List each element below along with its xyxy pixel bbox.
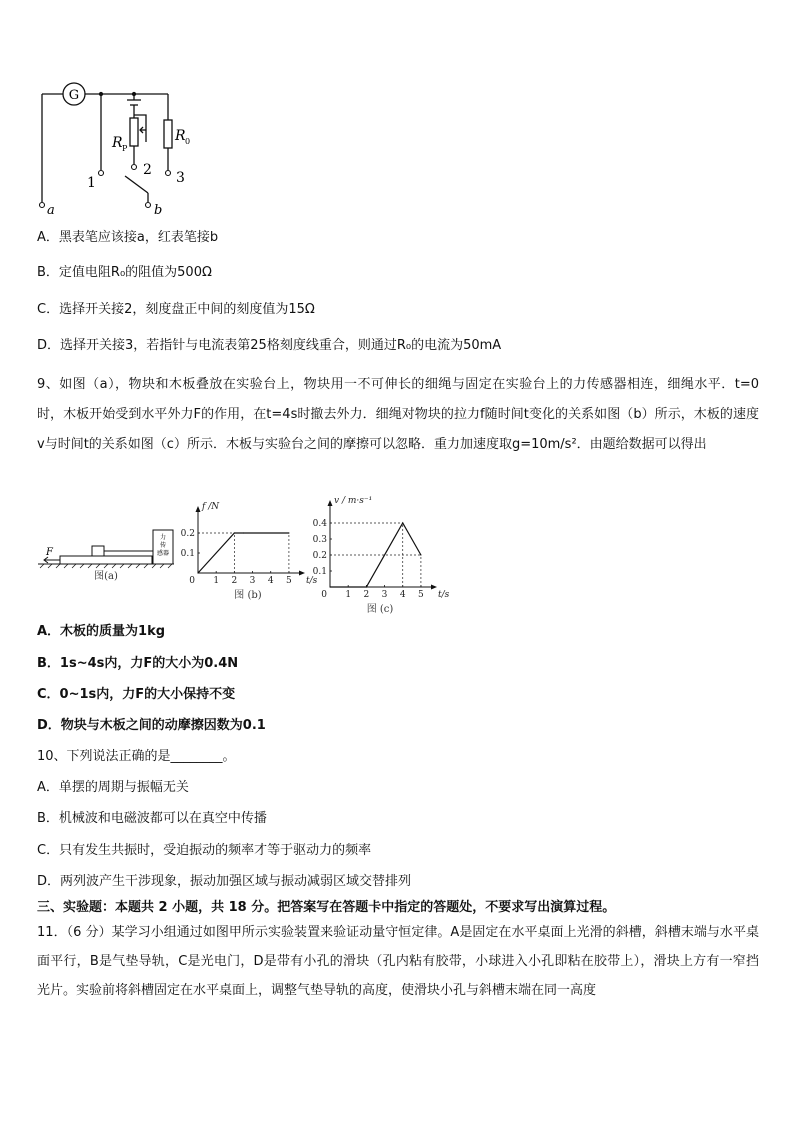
x-axis-label: t/s	[438, 590, 450, 600]
x-tick-label: 1	[345, 590, 352, 600]
q8-option-a: A．黑表笔应该接a，红表笔接b	[37, 230, 219, 245]
q9-option-a: A．木板的质量为1kg	[37, 624, 166, 639]
data-point	[234, 532, 235, 533]
force-label: F	[46, 547, 53, 558]
figure-a-setup	[36, 524, 176, 586]
x-tick-label: 5	[286, 576, 292, 586]
y-tick-label: 0.4	[312, 519, 327, 529]
data-point	[402, 522, 403, 523]
y-tick-label: 0.1	[312, 567, 327, 577]
q8-option-b: B．定值电阻R₀的阻值为500Ω	[37, 265, 212, 280]
section-3-heading: 三、实验题：本题共 2 小题，共 18 分。把答案写在答题卡中指定的答题处，不要求写出演算过程。	[37, 900, 616, 915]
terminal-a-node	[40, 203, 45, 208]
q10-option-a: A．单摆的周期与振幅无关	[37, 780, 189, 795]
y-tick-label: 0.2	[180, 529, 195, 539]
x-tick-label: 2	[363, 590, 370, 600]
y-tick-label: 0.3	[312, 535, 327, 545]
multimeter-circuit-diagram	[30, 78, 200, 218]
data-point	[243, 532, 244, 533]
x-axis-arrow	[299, 571, 305, 576]
q8-option-d: D．选择开关接3，若指针与电流表第25格刻度线重合，则通过R₀的电流为50mA	[37, 338, 502, 353]
chart-caption: 图 (b)	[234, 590, 262, 601]
figure-b-chart	[180, 502, 318, 603]
q8-option-c: C．选择开关接2，刻度盘正中间的刻度值为15Ω	[37, 302, 315, 317]
terminal-b-label: b	[154, 203, 163, 218]
galvanometer-label: G	[68, 88, 80, 103]
x-tick-label: 4	[399, 590, 406, 600]
q9-option-d: D．物块与木板之间的动摩擦因数为0.1	[37, 718, 266, 733]
board	[60, 556, 152, 564]
x-tick-label: 5	[418, 590, 424, 600]
q9-option-b: B．1s~4s内，力F的大小为0.4N	[37, 656, 239, 671]
y-axis-label: f /N	[202, 502, 220, 512]
terminal-a-label: a	[47, 203, 55, 218]
sensor-label-2: 传	[159, 542, 167, 549]
block	[92, 546, 104, 556]
r0-label: R	[175, 128, 186, 144]
terminal-1-node	[99, 171, 104, 176]
x-axis-arrow	[431, 585, 437, 590]
terminal-3-label: 3	[176, 170, 185, 186]
y-axis-label: v / m·s⁻¹	[334, 496, 373, 506]
q10-option-b: B．机械波和电磁波都可以在真空中传播	[37, 811, 267, 826]
figure-c-chart	[312, 490, 452, 615]
r0-subscript: 0	[185, 137, 191, 146]
origin-label: 0	[321, 590, 327, 600]
terminal-2-label: 2	[143, 162, 152, 178]
terminal-3-node	[166, 171, 171, 176]
x-axis-label: t/s	[306, 576, 318, 586]
y-tick-label: 0.2	[312, 551, 327, 561]
y-axis-arrow	[196, 506, 201, 512]
chart-caption: 图 (c)	[366, 604, 394, 615]
x-tick-label: 3	[249, 576, 256, 586]
x-tick-label: 3	[381, 590, 388, 600]
terminal-2-node	[132, 165, 137, 170]
terminal-1-label: 1	[87, 175, 96, 191]
x-tick-label: 4	[267, 576, 274, 586]
terminal-b-node	[146, 203, 151, 208]
sensor-label-1: 力	[159, 534, 167, 541]
sensor-label-3: 感器	[156, 550, 170, 557]
q10-stem: 10、下列说法正确的是________。	[37, 749, 236, 764]
y-tick-label: 0.1	[180, 549, 195, 559]
data-point	[366, 586, 367, 587]
q9-stem: 9、如图（a），物块和木板叠放在实验台上，物块用一不可伸长的细绳与固定在实验台上的力传感器相连，细绳水平．t=0时，木板开始受到水平外力F的作用，在t=4s时撤去外力．细绳对物块的拉力f随时间t变化的关系如图（b）所示，木板的速度v与时间t的关系如图（c）所示．木板与实验台之间的摩擦可以忽略．重力加速度取g=10m/s²．由题给数据可以得出	[37, 377, 759, 452]
origin-label: 0	[189, 576, 195, 586]
y-axis-arrow	[328, 500, 333, 506]
series-line	[198, 533, 289, 573]
q11-text: 11．（6 分）某学习小组通过如图甲所示实验装置来验证动量守恒定律。A是固定在水平桌面上光滑的斜槽，斜槽末端与水平桌面平行，B是气垫导轨，C是光电门，D是带有小孔的滑块（孔内粘有胶带，小球进入小孔即粘在胶带上），滑块上方有一窄挡光片。实验前将斜槽固定在水平桌面上，调整气垫导轨的高度，使滑块小孔与斜槽末端在同一高度	[37, 925, 759, 998]
x-tick-label: 2	[231, 576, 238, 586]
rp-subscript: P	[122, 144, 128, 153]
q10-option-d: D．两列波产生干涉现象，振动加强区域与振动减弱区域交替排列	[37, 874, 412, 889]
figure-a-caption: 图(a)	[94, 571, 118, 582]
q10-option-c: C．只有发生共振时，受迫振动的频率才等于驱动力的频率	[37, 843, 372, 858]
data-point	[197, 572, 198, 573]
x-tick-label: 1	[213, 576, 220, 586]
data-point	[329, 586, 330, 587]
q9-option-c: C．0~1s内，力F的大小保持不变	[37, 687, 236, 702]
rp-label: R	[112, 135, 123, 151]
